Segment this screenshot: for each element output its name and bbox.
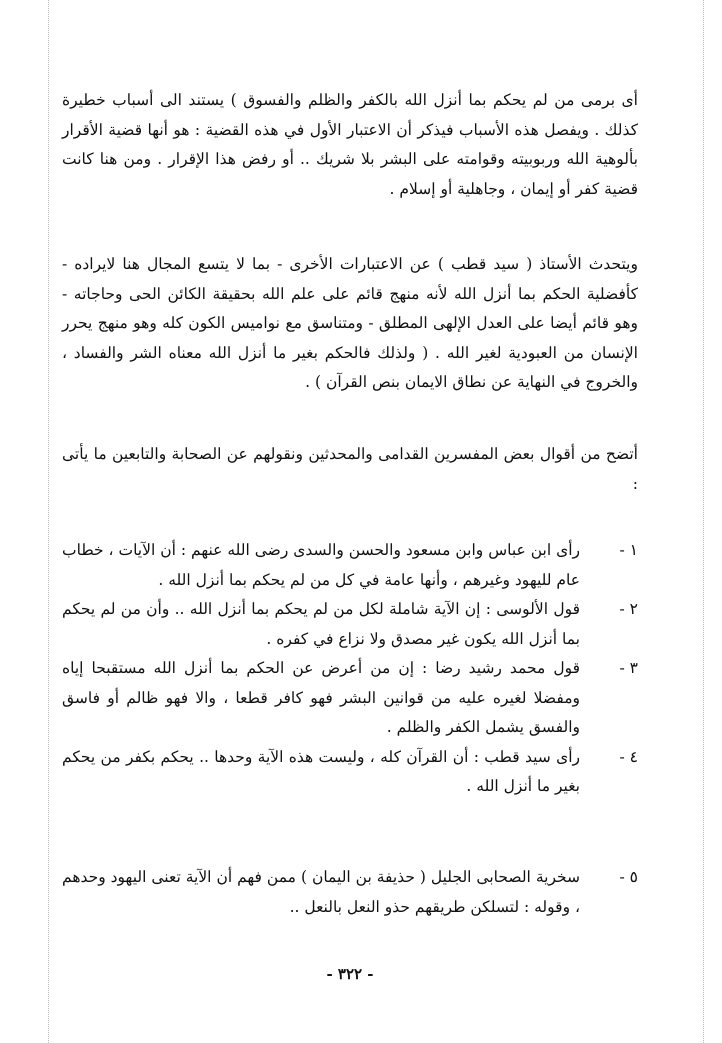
list-item bbox=[62, 536, 638, 595]
list-item bbox=[62, 654, 638, 743]
list-item bbox=[62, 743, 638, 802]
left-margin-dotted-line bbox=[48, 0, 49, 1043]
list-item-text: سخرية الصحابى الجليل ( حذيفة بن اليمان ) ممن فهم أن الآية تعنى اليهود وحدهم ، وقوله : لتسلكن طريقهم حذو النعل بالنعل .. bbox=[62, 868, 580, 916]
list-item-text: قول الألوسى : إن الآية شاملة لكل من لم يحكم بما أنزل الله .. وأن من لم يحكم بما أنزل الله يكون غير مصدق ولا نزاع في كفره . bbox=[62, 600, 580, 648]
list-item-text: قول محمد رشيد رضا : إن من أعرض عن الحكم بما أنزل الله مستقبحا إياه ومفضلا لغيره عليه من قوانين البشر فهو كافر قطعا ، والا فهو ظالم أو فاسق والفسق يشمل الكفر والظلم . bbox=[62, 659, 580, 736]
list-item-number: ٤ - bbox=[619, 747, 638, 766]
list-item-number: ٥ - bbox=[619, 868, 638, 886]
numbered-list-continued bbox=[62, 863, 638, 922]
list-item-text: رأى سيد قطب : أن القرآن كله ، وليست هذه الآية وحدها .. يحكم بكفر من يحكم بغير ما أنزل الله . bbox=[62, 747, 580, 795]
paragraph-1: أى برمى من لم يحكم بما أنزل الله بالكفر والظلم والفسوق ) يستند الى أسباب خطيرة كذلك . ويفصل هذه الأسباب فيذكر أن الاعتبار الأول في هذه القضية : هو أنها قضية الأقرار بألوهية الله وربوبيته وقوامته على البشر بلا شريك .. أو رفض هذا الإقرار . ومن هنا كانت قضية كفر أو إيمان ، وجاهلية أو إسلام . bbox=[62, 91, 638, 198]
list-item-number: ٢ - bbox=[619, 600, 638, 618]
list-item bbox=[62, 595, 638, 654]
page-number: - ٣٢٢ - bbox=[326, 965, 374, 983]
numbered-list bbox=[62, 536, 638, 802]
list-item-text: رأى ابن عباس وابن مسعود والحسن والسدى رضى الله عنهم : أن الآيات ، خطاب عام لليهود وغيرهم ، وأنها عامة في كل من لم يحكم بما أنزل الله . bbox=[62, 541, 580, 589]
list-item bbox=[62, 863, 638, 922]
paragraph-3: أتضح من أقوال بعض المفسرين القدامى والمحدثين ونقولهم عن الصحابة والتابعين ما يأتى : bbox=[62, 445, 638, 493]
right-margin-dotted-line bbox=[703, 0, 704, 1043]
list-item-number: ١ - bbox=[619, 541, 638, 559]
list-item-number: ٣ - bbox=[619, 659, 638, 677]
paragraph-2: ويتحدث الأستاذ ( سيد قطب ) عن الاعتبارات الأخرى - بما لا يتسع المجال هنا لايراده - كأفضلية الحكم بما أنزل الله لأنه منهج قائم على علم الله بحقيقة الكائن الحى وحاجاته - وهو قائم أيضا على العدل الإلهى المطلق - ومتناسق مع نواميس الكون كله وهو منهج يحرر الإنسان من العبودية لغير الله . ( ولذلك فالحكم بغير ما أنزل الله معناه الشر والفساد ، والخروج في النهاية عن نطاق الايمان بنص القرآن ) . bbox=[62, 255, 638, 391]
